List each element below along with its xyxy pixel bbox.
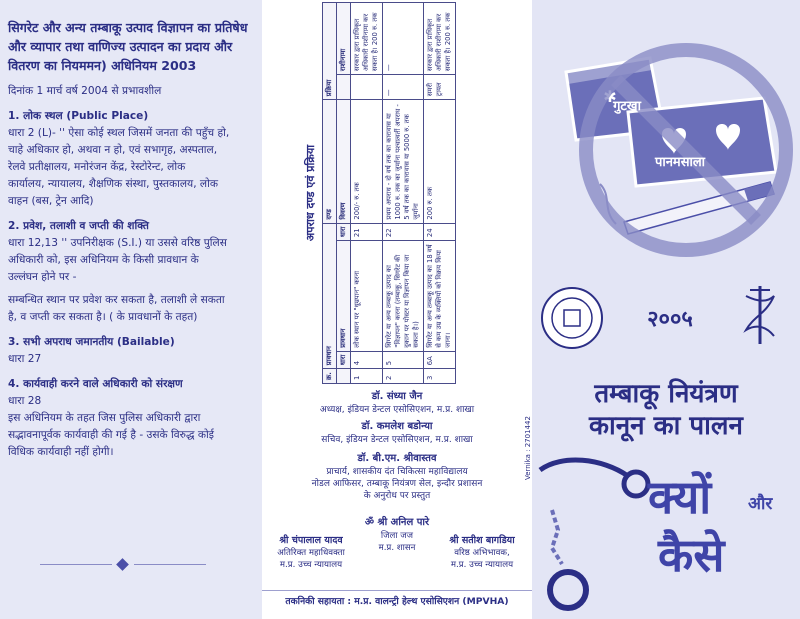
section-text: इस अधिनियम के तहत जिस पुलिस अधिकारी द्वारा <box>8 412 201 424</box>
cover-title-line1: तम्बाकू नियंत्रण <box>594 379 738 409</box>
pan-masala-label: पानमसाला <box>654 155 706 170</box>
penalty-table-area <box>262 0 532 390</box>
signatory-role: अतिरिक्त महाधिवक्ता <box>277 548 345 558</box>
signatory-role: म.प्र. उच्च न्यायालय <box>450 560 514 570</box>
signatory-role: वरिष्ठ अभिभावक, <box>454 548 510 558</box>
section-text: धारा 27 <box>8 353 42 365</box>
year-label: २००५ <box>647 307 693 332</box>
credit-block <box>356 530 438 554</box>
section-protection-heading: 4. कार्यवाही करने वाले अधिकारी को संरक्षण <box>8 378 183 390</box>
medical-emblem-icon <box>746 286 774 344</box>
table-cell: 200/- रु. तक <box>351 100 383 223</box>
credit-block <box>262 516 532 530</box>
section-text: अधिकारी को, इस अधिनियम के किसी प्रावधान के <box>8 254 199 266</box>
section-text: रेलवे प्रतीक्षालय, मनोरंजन केंद्र, रेस्टोरेन्ट, लोक <box>8 161 186 173</box>
credit-block <box>262 420 532 446</box>
section-text: धारा 28 <box>8 395 42 407</box>
header-cell: विवरण <box>337 100 351 223</box>
table-subheader-row <box>337 3 351 384</box>
credit-role: के अनुरोध पर प्रस्तुत <box>363 491 431 501</box>
header-cell: प्रावधान <box>337 241 351 352</box>
signatory-left <box>262 534 360 571</box>
credit-role: नोडल आफिसर, तम्बाकू नियंत्रण सेल, इन्दौर प्रशासन <box>311 479 483 489</box>
table-cell: 5 <box>383 351 424 368</box>
dental-association-logo <box>542 288 602 348</box>
signatory-name: श्री चंपालाल यादव <box>279 535 343 546</box>
header-cell: धारा <box>337 223 351 240</box>
table-header-row <box>323 3 337 384</box>
printer-credit: Vernika : 2701442 <box>524 416 532 480</box>
credit-role: प्राचार्य, शासकीय दंत चिकित्सा महाविद्यालय <box>326 467 468 477</box>
act-panel <box>0 0 262 619</box>
credit-role: अध्यक्ष, इंडियन डेन्टल एसोसिएशन, म.प्र. शाखा <box>319 405 475 415</box>
handcuffs-icon <box>540 460 648 608</box>
headline-and: और <box>748 494 773 514</box>
signatory-role: म.प्र. उच्च न्यायालय <box>279 560 343 570</box>
header-cell: प्रक्रिया <box>323 3 337 100</box>
headline-how: कैसे <box>658 528 725 582</box>
section-public-place-heading: 1. लोक स्थल (Public Place) <box>8 110 149 122</box>
penalty-table <box>322 2 456 384</box>
technical-support-footer: तकनिकी सहायता : म.प्र. वालन्ट्री हेल्थ एसोसिएशन (MPVHA) <box>262 590 532 609</box>
table-row <box>424 3 456 384</box>
section-search-seizure-heading: 2. प्रवेश, तलाशी व जप्ती की शक्ति <box>8 220 149 232</box>
credit-name: डॉ. संध्या जैन <box>371 391 423 402</box>
cover-title-line2: कानून का पालन <box>589 411 743 441</box>
table-cell: 4 <box>351 351 383 368</box>
table-cell: सिगरेट या अन्य तम्बाकू उत्पाद का 18 वर्ष से कम उम्र के व्यक्तियों को विक्रय किया जाना। <box>424 241 456 352</box>
section-text: कार्यालय, न्यायालय, शैक्षणिक संस्था, पुस्तकालय, लोक <box>8 178 218 190</box>
diamond-ornament <box>116 558 129 571</box>
penalty-table-title: अपराध दण्ड एवं प्रक्रिया <box>304 144 317 242</box>
header-cell: प्रावधान <box>323 223 337 369</box>
table-cell: 21 <box>351 223 383 240</box>
credit-role: सचिव, इंडियन डेन्टल एसोसिएशन, म.प्र. शाखा <box>321 435 473 445</box>
header-cell: राशीनामा <box>337 3 351 75</box>
penalty-panel <box>262 0 532 619</box>
table-cell: 24 <box>424 223 456 240</box>
credit-name: ॐ श्री अनिल पारे <box>364 517 430 528</box>
table-cell <box>351 75 383 100</box>
table-cell: लोक स्थान पर "धूम्रपान" करना <box>351 241 383 352</box>
section-text: विधिक कार्यवाही नहीं होगी। <box>8 446 114 458</box>
cover-panel <box>532 0 800 619</box>
section-text: वाहन (बस, ट्रेन आदि) <box>8 195 94 207</box>
act-title: सिगरेट और अन्य तम्बाकू उत्पाद विज्ञापन का प्रतिषेध और व्यापार तथा वाणिज्य उत्पादन का प्रदाय और वितरण का नियममन) अधिनियम 2003 <box>8 20 248 73</box>
table-cell: 22 <box>383 223 424 240</box>
table-cell: — <box>383 3 424 75</box>
credit-block <box>262 452 532 502</box>
credit-block <box>262 390 532 416</box>
table-cell: 200 रु. तक <box>424 100 456 223</box>
section-text: सम्बन्धित स्थान पर प्रवेश कर सकता है, तलाशी ले सकता <box>8 294 225 306</box>
section-text: है, व जप्ती कर सकता है। ( के प्रावधानों के तहत) <box>8 311 198 323</box>
credit-role: जिला जज <box>380 531 414 541</box>
credit-name: डॉ. कमलेश बडोन्या <box>361 421 433 432</box>
divider-line <box>134 564 206 565</box>
table-cell: सरकार द्वारा प्राधिकृत अधिकारी राशीनामा कर सकता है। 200 रु. तक <box>351 3 383 75</box>
section-bailable-heading: 3. सभी अपराध जमानतीय (Bailable) <box>8 336 175 348</box>
header-cell <box>337 369 351 384</box>
table-cell: 3 <box>424 369 456 384</box>
table-cell: सिगरेट या अन्य तम्बाकू उत्पाद का "विज्ञापन" करना (तम्बाकू, सिगरेट की दुकान पर पोस्टर या विज्ञापन किया जा सकता है।) <box>383 241 424 352</box>
table-cell: समरी ट्रायल <box>424 75 456 100</box>
section-text: चाहे अधिकार हो, अथवा न हो, एवं सभागृह, अस्पताल, <box>8 144 218 156</box>
table-cell: — <box>383 75 424 100</box>
credit-name: डॉ. बी.एम. श्रीवास्तव <box>357 453 437 464</box>
penalty-table-rotated <box>300 2 530 384</box>
credit-role: म.प्र. शासन <box>378 543 416 553</box>
table-cell: सरकार द्वारा प्राधिकृत अधिकारी राशीनामा कर सकता है। 200 रु. तक <box>424 3 456 75</box>
header-cell: क्र. <box>323 369 337 384</box>
divider-line <box>40 564 112 565</box>
table-cell: 6A <box>424 351 456 368</box>
signatory-right <box>432 534 532 571</box>
section-text: धारा 2 (L)- '' ऐसा कोई स्थल जिसमें जनता की पहुँच हो, <box>8 127 230 139</box>
table-cell: 2 <box>383 369 424 384</box>
svg-text:✱: ✱ <box>603 87 617 106</box>
effective-date: दिनांक 1 मार्च वर्ष 2004 से प्रभावशील <box>8 85 162 97</box>
gutkha-label: गुटखा <box>613 99 641 114</box>
table-row <box>383 3 424 384</box>
table-row <box>351 3 383 384</box>
section-text: उल्लंघन होने पर - <box>8 271 77 283</box>
header-cell <box>337 75 351 100</box>
section-text: धारा 12,13 '' उपनिरीक्षक (S.I.) या उससे वरिष्ठ पुलिस <box>8 237 227 249</box>
headline-why: क्यों <box>648 470 712 524</box>
section-text: सद्भावनापूर्वक कार्यवाही की गई है - उसके विरुद्ध कोई <box>8 429 214 441</box>
header-cell: धारा <box>337 351 351 368</box>
table-cell: 1 <box>351 369 383 384</box>
header-cell: दण्ड <box>323 100 337 223</box>
table-cell: प्रथम अपराध - दो वर्ष तक का कारावास या 1000 रु. तक का जुर्माना पश्चात्वर्ती अपराध - 5 वर्ष तक का कारावास या 5000 रु. तक जुर्माना <box>383 100 424 223</box>
signatory-name: श्री सतीश बागडिया <box>449 535 515 546</box>
